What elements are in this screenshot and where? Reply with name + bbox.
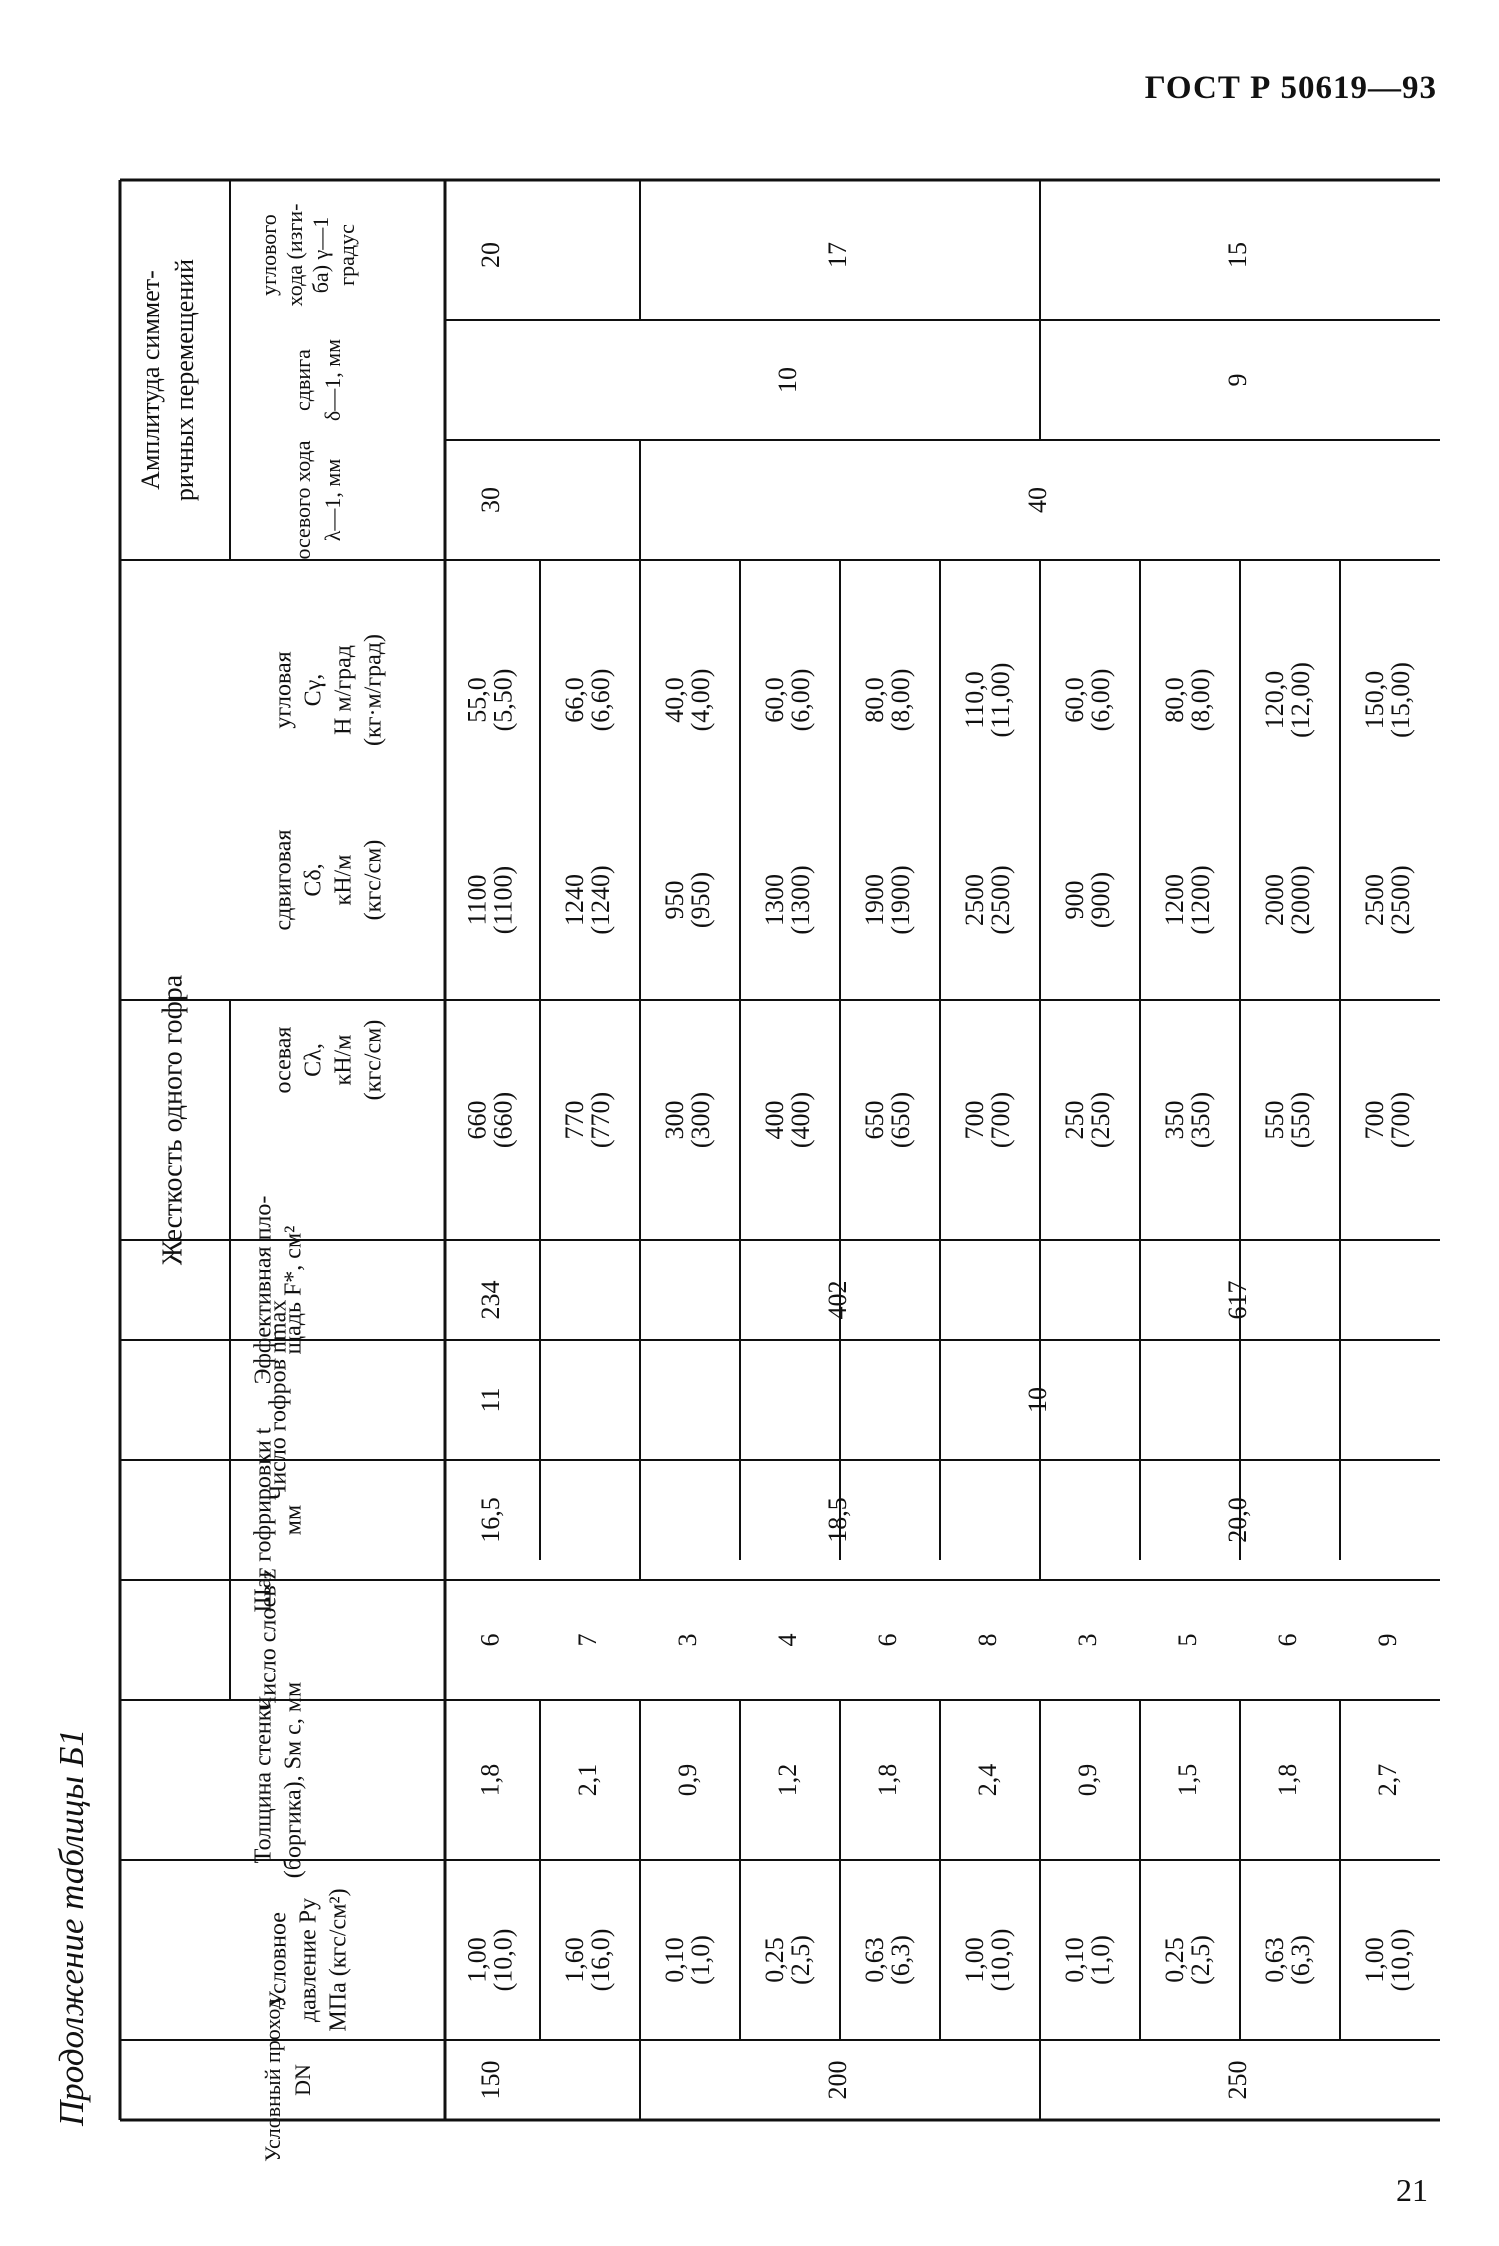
pressure-value: (16,0) — [585, 1928, 615, 1992]
axial-stiffness-value: (300) — [685, 1091, 715, 1149]
angular-stiffness-value: (12,00) — [1285, 662, 1315, 738]
shear-stiffness-value: 1200 — [1159, 874, 1189, 926]
axial-stiffness-value: 700 — [959, 1100, 989, 1140]
pressure-value: (6,3) — [885, 1935, 915, 1985]
header-angular: Cγ, — [300, 673, 327, 707]
angular-stiffness-value: (8,00) — [1185, 668, 1215, 732]
layers-value: 6 — [1272, 1633, 1302, 1647]
pressure-value: 1,60 — [559, 1937, 589, 1983]
table-caption: Продолжение таблицы Б1 — [52, 1729, 91, 2126]
axial-stiffness-value: (700) — [985, 1091, 1015, 1149]
angular-stiffness-value: (8,00) — [885, 668, 915, 732]
axial-stiffness-value: 660 — [462, 1100, 492, 1140]
header-amp-shear: δ—1, мм — [320, 338, 346, 422]
shear-stiffness-value: 1300 — [759, 874, 789, 926]
area-value: 402 — [822, 1280, 852, 1320]
shear-stiffness-value: (1900) — [885, 865, 915, 935]
pressure-value: 0,10 — [659, 1937, 689, 1983]
shear-stiffness-value: (2500) — [985, 865, 1015, 935]
header-angular: угловая — [270, 651, 297, 729]
axial-stiffness-value: 400 — [759, 1100, 789, 1140]
shear-stiffness-value: (2500) — [1385, 865, 1415, 935]
axial-stiffness-value: (250) — [1085, 1091, 1115, 1149]
header-axial: осевая — [270, 1026, 297, 1094]
pressure-value: (2,5) — [785, 1935, 815, 1985]
angular-stiffness-value: (6,60) — [585, 668, 615, 732]
header-axial: Cλ, — [300, 1043, 327, 1077]
wall-value: 2,4 — [972, 1763, 1002, 1797]
angular-stiffness-value: 60,0 — [759, 677, 789, 723]
pressure-value: 0,10 — [1059, 1937, 1089, 1983]
wall-value: 2,7 — [1372, 1763, 1402, 1797]
wall-value: 2,1 — [572, 1763, 602, 1797]
header-angular: Н м/град — [330, 645, 357, 735]
shear-stiffness-value: 1100 — [462, 874, 492, 926]
angular-stiffness-value: (15,00) — [1385, 662, 1415, 738]
pitch-value: 16,5 — [475, 1497, 505, 1543]
layers-value: 4 — [772, 1633, 802, 1647]
header-area: щадь F*, см² — [280, 1225, 307, 1355]
shear-stiffness-value: (2000) — [1285, 865, 1315, 935]
amp-axial-value: 40 — [1022, 487, 1052, 513]
angular-stiffness-value: 40,0 — [659, 677, 689, 723]
layers-value: 9 — [1372, 1633, 1402, 1647]
header-axial: (кгс/см) — [360, 1019, 387, 1101]
header-amp-angular: углового — [256, 214, 282, 296]
header-dn: DN — [290, 2064, 316, 2096]
header-wall: Толщина стенки — [250, 1696, 277, 1864]
header-wall: (боргика), Sм с, мм — [280, 1681, 307, 1879]
header-shear: Cδ, — [300, 863, 327, 897]
amp-shear-value: 10 — [772, 367, 802, 393]
layers-value: 8 — [972, 1633, 1002, 1647]
pressure-value: (2,5) — [1185, 1935, 1215, 1985]
dn-value: 150 — [475, 2060, 505, 2100]
layers-value: 6 — [475, 1633, 505, 1647]
angular-stiffness-value: 80,0 — [859, 677, 889, 723]
area-value: 617 — [1222, 1280, 1252, 1320]
axial-stiffness-value: 550 — [1259, 1100, 1289, 1140]
pressure-value: (1,0) — [685, 1935, 715, 1985]
pressure-value: 1,00 — [1359, 1937, 1389, 1983]
header-corr: Число гофров nmax — [265, 1299, 292, 1501]
header-dn: Условный проход — [260, 1998, 286, 2162]
axial-stiffness-value: (660) — [488, 1091, 518, 1149]
header-amplitude: ричных перемещений — [169, 258, 199, 502]
page-number: 21 — [1396, 2172, 1428, 2208]
pressure-value: 1,00 — [959, 1937, 989, 1983]
layers-value: 7 — [572, 1633, 602, 1647]
header-amp-angular: ба) γ—1 — [308, 216, 334, 294]
angular-stiffness-value: 55,0 — [462, 677, 492, 723]
header-pressure: давление Pу — [295, 1897, 322, 2023]
shear-stiffness-value: (1200) — [1185, 865, 1215, 935]
header-angular: (кг·м/град) — [360, 633, 387, 747]
shear-stiffness-value: 2000 — [1259, 874, 1289, 926]
standard-header: ГОСТ Р 50619—93 — [1144, 70, 1437, 106]
layers-value: 3 — [672, 1633, 702, 1647]
area-value: 234 — [475, 1280, 505, 1320]
wall-value: 1,8 — [872, 1763, 902, 1797]
layers-value: 5 — [1172, 1633, 1202, 1647]
angular-stiffness-value: 150,0 — [1359, 670, 1389, 730]
axial-stiffness-value: 350 — [1159, 1100, 1189, 1140]
corr-value: 10 — [1022, 1387, 1052, 1413]
shear-stiffness-value: (1100) — [488, 865, 518, 935]
header-area: Эффективная пло- — [250, 1195, 277, 1385]
shear-stiffness-value: (900) — [1085, 871, 1115, 929]
header-shear: сдвиговая — [270, 829, 297, 931]
layers-value: 6 — [872, 1633, 902, 1647]
pressure-value: 1,00 — [462, 1937, 492, 1983]
pressure-value: (10,0) — [488, 1928, 518, 1992]
wall-value: 1,5 — [1172, 1763, 1202, 1797]
axial-stiffness-value: (400) — [785, 1091, 815, 1149]
header-amplitude: Амплитуда симмет- — [135, 270, 165, 490]
pressure-value: (10,0) — [1385, 1928, 1415, 1992]
axial-stiffness-value: (550) — [1285, 1091, 1315, 1149]
amp-axial-value: 30 — [475, 487, 505, 513]
pitch-value: 18,5 — [822, 1497, 852, 1543]
pitch-value: 20,0 — [1222, 1497, 1252, 1543]
header-pitch: мм — [280, 1504, 307, 1536]
shear-stiffness-value: (1300) — [785, 865, 815, 935]
shear-stiffness-value: 950 — [659, 880, 689, 920]
header-amp-shear: сдвига — [290, 349, 316, 411]
header-pressure: МПа (кгс/см²) — [325, 1888, 352, 2032]
shear-stiffness-value: 1900 — [859, 874, 889, 926]
layers-value: 3 — [1072, 1633, 1102, 1647]
axial-stiffness-value: 650 — [859, 1100, 889, 1140]
pressure-value: 0,25 — [1159, 1937, 1189, 1983]
axial-stiffness-value: 250 — [1059, 1100, 1089, 1140]
angular-stiffness-value: (4,00) — [685, 668, 715, 732]
header-layers: Число слоев z — [255, 1568, 282, 1712]
header-pitch: Шаг гофрировки t — [250, 1427, 277, 1613]
dn-value: 250 — [1222, 2060, 1252, 2100]
shear-stiffness-value: 2500 — [959, 874, 989, 926]
axial-stiffness-value: (350) — [1185, 1091, 1215, 1149]
axial-stiffness-value: 300 — [659, 1100, 689, 1140]
amp-shear-value: 9 — [1222, 373, 1252, 387]
wall-value: 0,9 — [672, 1763, 702, 1797]
pressure-value: (6,3) — [1285, 1935, 1315, 1985]
angular-stiffness-value: 60,0 — [1059, 677, 1089, 723]
amp-angular-value: 17 — [822, 242, 852, 268]
angular-stiffness-value: 120,0 — [1259, 670, 1289, 730]
header-amp-angular: градус — [334, 224, 360, 286]
wall-value: 0,9 — [1072, 1763, 1102, 1797]
header-shear: (кгс/см) — [360, 839, 387, 921]
amp-angular-value: 15 — [1222, 242, 1252, 268]
shear-stiffness-value: 2500 — [1359, 874, 1389, 926]
axial-stiffness-value: 770 — [559, 1100, 589, 1140]
axial-stiffness-value: 700 — [1359, 1100, 1389, 1140]
wall-value: 1,8 — [1272, 1763, 1302, 1797]
angular-stiffness-value: (5,50) — [488, 668, 518, 732]
shear-stiffness-value: (1240) — [585, 865, 615, 935]
header-amp-angular: хода (изги- — [282, 203, 308, 307]
header-axial: кН/м — [330, 1034, 357, 1086]
pressure-value: 0,63 — [859, 1937, 889, 1983]
pressure-value: 0,63 — [1259, 1937, 1289, 1983]
angular-stiffness-value: (6,00) — [785, 668, 815, 732]
header-stiffness: Жесткость одного гофра — [157, 974, 189, 1266]
angular-stiffness-value: 110,0 — [959, 671, 989, 729]
wall-value: 1,8 — [475, 1763, 505, 1797]
pressure-value: (1,0) — [1085, 1935, 1115, 1985]
shear-stiffness-value: 1240 — [559, 874, 589, 926]
shear-stiffness-value: (950) — [685, 871, 715, 929]
axial-stiffness-value: (700) — [1385, 1091, 1415, 1149]
angular-stiffness-value: 66,0 — [559, 677, 589, 723]
pressure-value: (10,0) — [985, 1928, 1015, 1992]
corr-value: 11 — [475, 1387, 505, 1413]
angular-stiffness-value: (11,00) — [985, 662, 1015, 738]
angular-stiffness-value: (6,00) — [1085, 668, 1115, 732]
axial-stiffness-value: (650) — [885, 1091, 915, 1149]
wall-value: 1,2 — [772, 1763, 802, 1797]
axial-stiffness-value: (770) — [585, 1091, 615, 1149]
header-shear: кН/м — [330, 854, 357, 906]
header-amp-axial: осевого хода — [290, 440, 316, 560]
dn-value: 200 — [822, 2060, 852, 2100]
angular-stiffness-value: 80,0 — [1159, 677, 1189, 723]
amp-angular-value: 20 — [475, 242, 505, 268]
pressure-value: 0,25 — [759, 1937, 789, 1983]
header-amp-axial: λ—1, мм — [320, 458, 346, 542]
shear-stiffness-value: 900 — [1059, 880, 1089, 920]
header-pressure: Условное — [265, 1912, 292, 2008]
